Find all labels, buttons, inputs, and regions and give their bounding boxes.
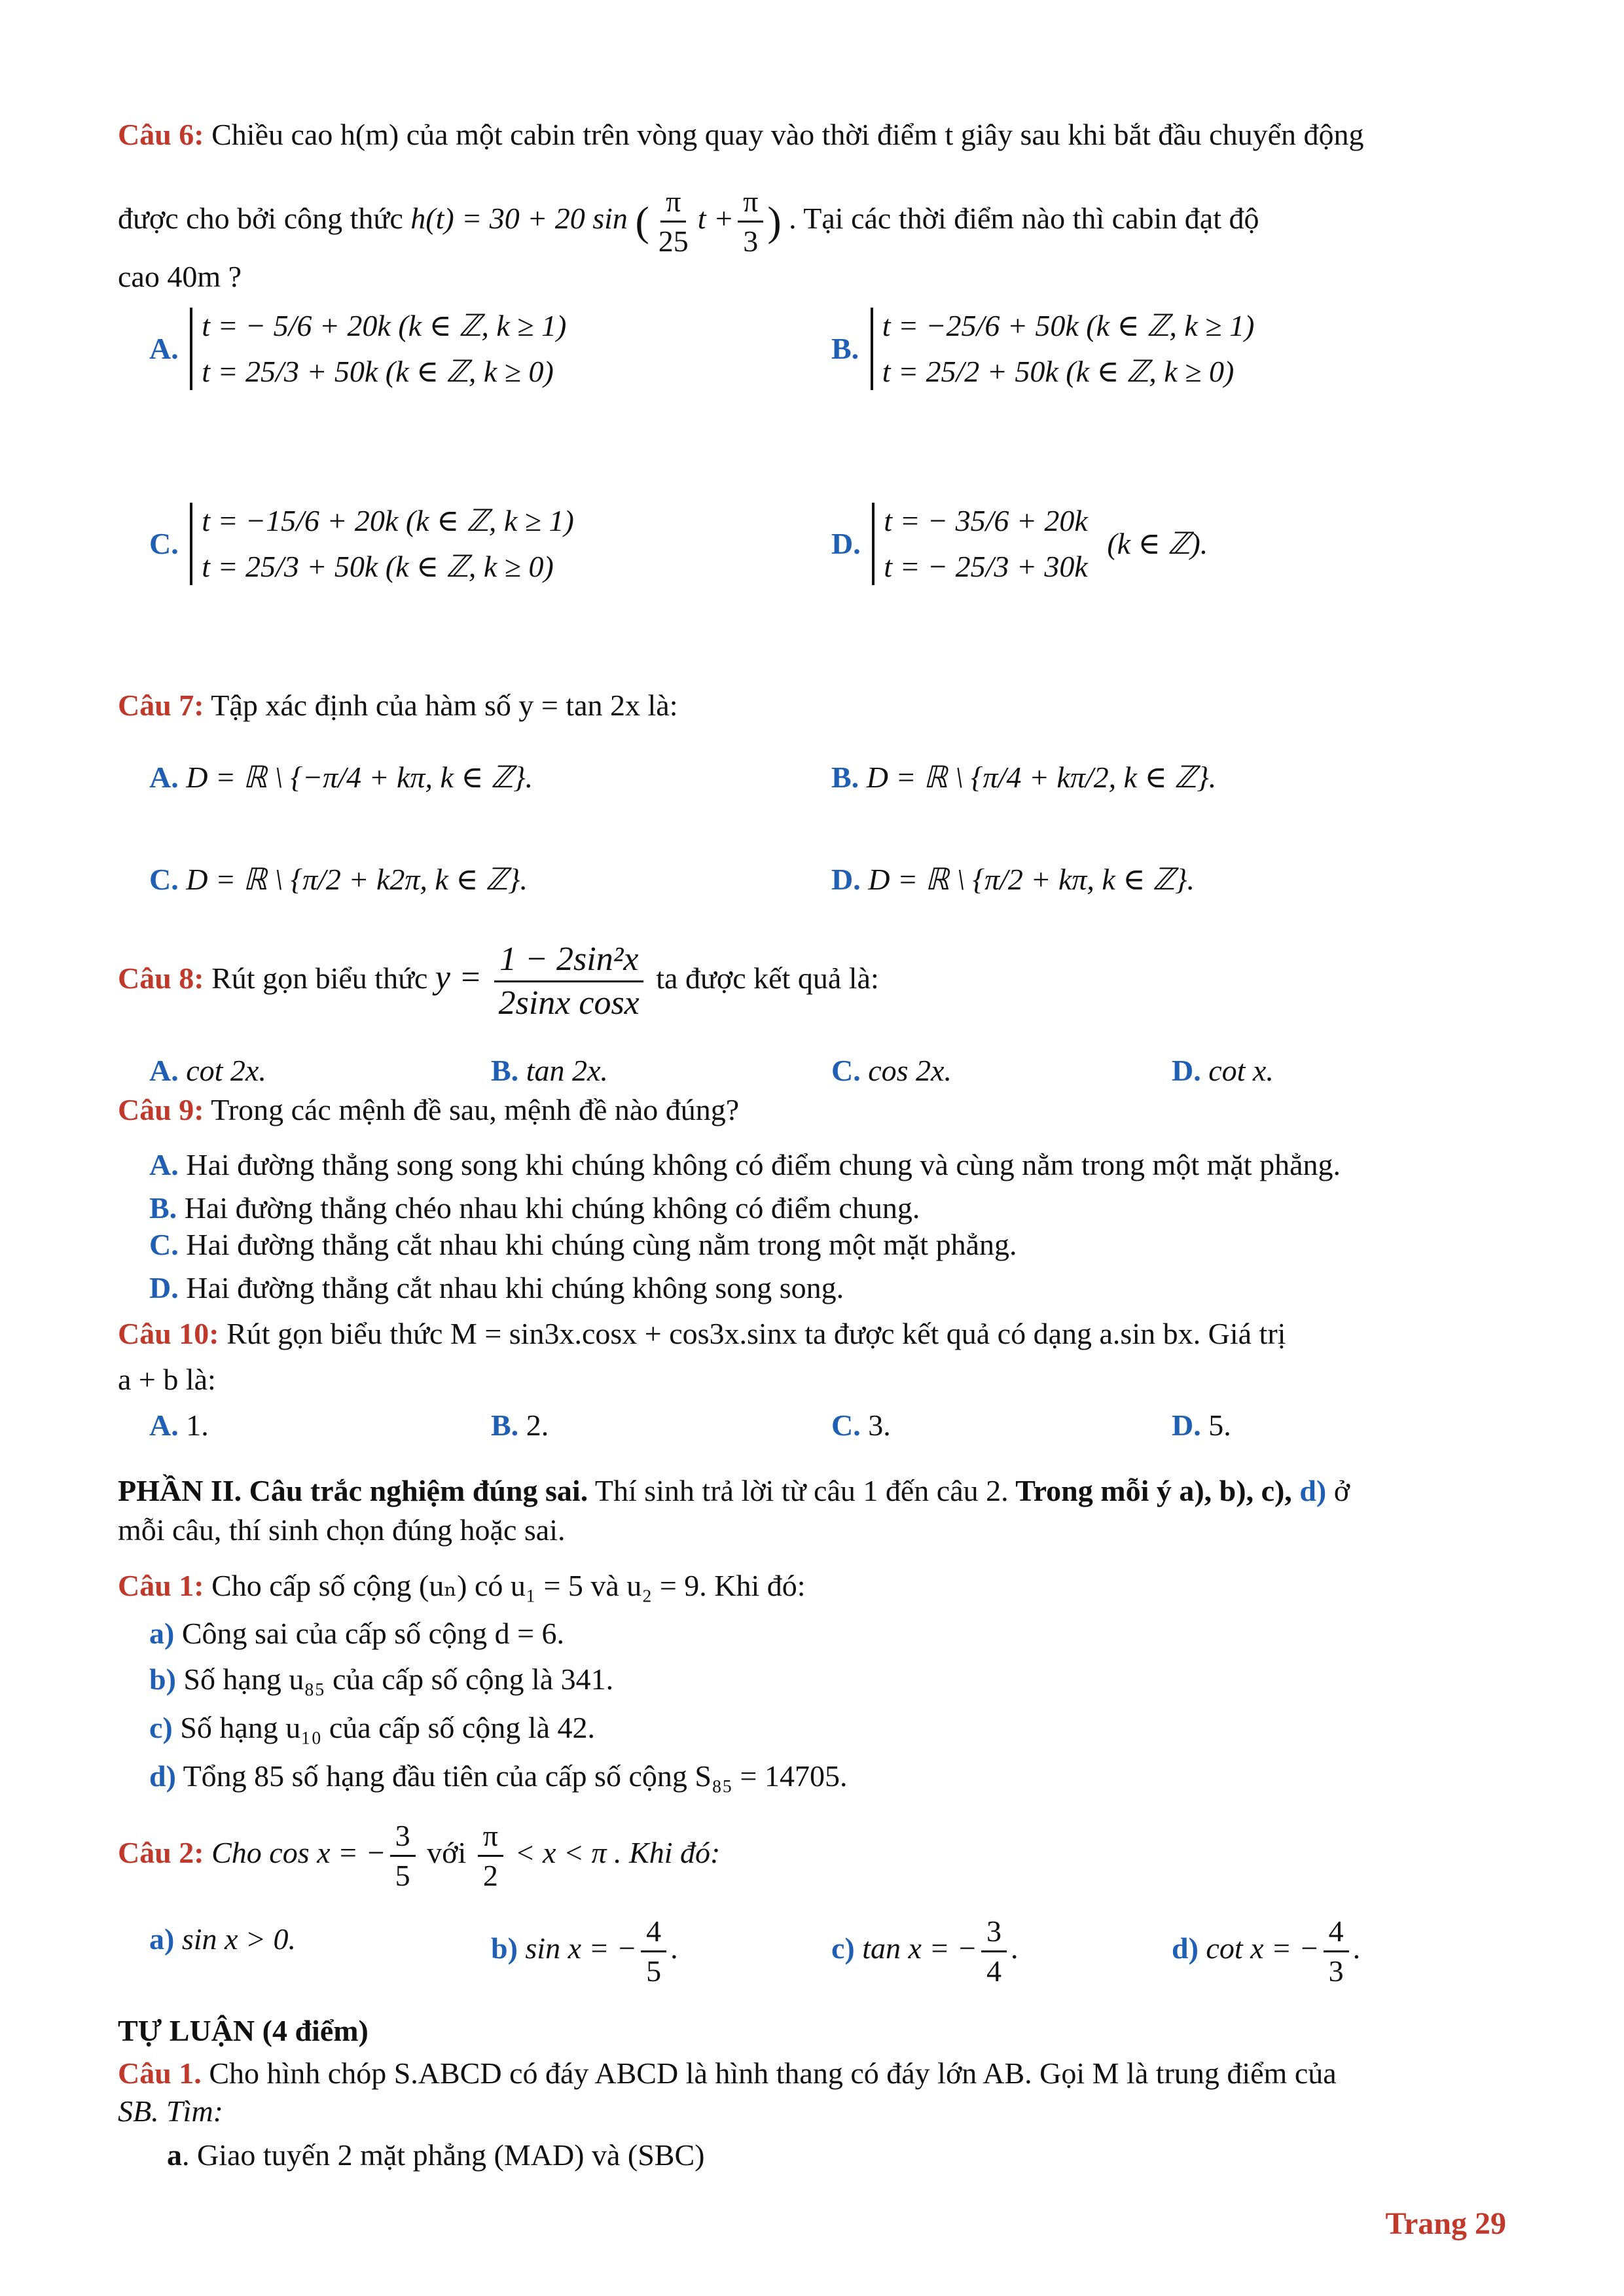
solution-row: t = − 5/6 + 20k (k ∈ ℤ, k ≥ 1) bbox=[202, 309, 567, 342]
essay-q1-label: Câu 1. bbox=[118, 2056, 202, 2090]
option-label: A. bbox=[149, 332, 179, 365]
option-text: Hai đường thẳng chéo nhau khi chúng không có điểm chung. bbox=[184, 1191, 920, 1225]
option-label: B. bbox=[149, 1191, 177, 1225]
q8-line bbox=[118, 942, 879, 1020]
q10-option-c[interactable] bbox=[831, 1407, 891, 1444]
solution-row: t = 25/2 + 50k (k ∈ ℤ, k ≥ 0) bbox=[882, 355, 1235, 388]
frac-den: 5 bbox=[646, 1954, 662, 1988]
p2q1-item-a[interactable] bbox=[149, 1615, 564, 1652]
page-number: Trang 29 bbox=[1385, 2206, 1506, 2241]
item-pre: cot x = − bbox=[1206, 1931, 1320, 1965]
q9-label: Câu 9: bbox=[118, 1093, 204, 1126]
part2-desc: Thí sinh trả lời từ câu 1 đến câu 2. bbox=[588, 1474, 1009, 1507]
frac-num: 3 bbox=[981, 1916, 1007, 1952]
arg-mid: t + bbox=[697, 202, 734, 236]
option-text: cot x. bbox=[1208, 1054, 1274, 1087]
item-text: Số hạng u₈₅ của cấp số cộng là 341. bbox=[183, 1662, 614, 1696]
essay-q1-part-a bbox=[167, 2137, 705, 2174]
frac-den: 25 bbox=[658, 224, 689, 258]
q6-label: Câu 6: bbox=[118, 118, 204, 151]
q10-line1 bbox=[118, 1316, 1286, 1352]
q9-option-a[interactable] bbox=[149, 1147, 1341, 1183]
p2q2-label: Câu 2: bbox=[118, 1836, 204, 1870]
essay-q1-text: Cho hình chóp S.ABCD có đáy ABCD là hình thang có đáy lớn AB. Gọi M là trung điểm của bbox=[209, 2056, 1337, 2090]
item-text: Số hạng u₁₀ của cấp số cộng là 42. bbox=[180, 1711, 596, 1744]
option-label: C. bbox=[149, 863, 179, 896]
q6-line2-pre: được cho bởi công thức bbox=[118, 202, 403, 236]
q9-option-c[interactable] bbox=[149, 1227, 1017, 1263]
option-label: B. bbox=[831, 761, 859, 794]
option-text: 3. bbox=[868, 1408, 891, 1442]
solution-row: t = − 25/3 + 30k bbox=[884, 550, 1088, 583]
q9-line bbox=[118, 1092, 739, 1128]
q6-line3: cao 40m ? bbox=[118, 260, 242, 293]
item-pre: tan x = − bbox=[862, 1931, 978, 1965]
item-label: d) bbox=[149, 1759, 176, 1793]
option-label: A. bbox=[149, 1148, 179, 1181]
option-text: 1. bbox=[186, 1408, 209, 1442]
essay-q1-line2: SB. Tìm: bbox=[118, 2094, 223, 2128]
q6-option-d[interactable] bbox=[831, 503, 1208, 585]
q9-option-d[interactable] bbox=[149, 1270, 844, 1306]
q7-option-b[interactable] bbox=[831, 759, 1216, 796]
q6-line2-post: . Tại các thời điểm nào thì cabin đạt độ bbox=[789, 202, 1259, 236]
essay-q1-line1 bbox=[118, 2055, 1337, 2092]
paren-open: ( bbox=[635, 198, 649, 245]
solution-row: t = −15/6 + 20k (k ∈ ℤ, k ≥ 1) bbox=[202, 504, 574, 537]
frac-num: 1 − 2sin²x bbox=[494, 942, 643, 982]
option-label: C. bbox=[149, 527, 179, 560]
option-label: C. bbox=[149, 1228, 179, 1261]
option-text: Hai đường thẳng song song khi chúng không có điểm chung và cùng nằm trong một mặt phẳng. bbox=[186, 1148, 1341, 1181]
option-text: D = ℝ \ {−π/4 + kπ, k ∈ ℤ}. bbox=[186, 761, 533, 794]
p2q1-item-d[interactable] bbox=[149, 1758, 847, 1795]
p2q1-text: Cho cấp số cộng (uₙ) có u₁ = 5 và u₂ = 9. Khi đó: bbox=[211, 1569, 806, 1602]
q10-text: Rút gọn biểu thức M = sin3x.cosx + cos3x.sinx ta được kết quả có dạng a.sin bx. Giá trị bbox=[226, 1317, 1286, 1350]
q6-text1: Chiều cao h(m) của một cabin trên vòng quay vào thời điểm t giây sau khi bắt đầu chuyển động bbox=[211, 118, 1364, 151]
part2-title: PHẦN II. Câu trắc nghiệm đúng sai. bbox=[118, 1474, 588, 1507]
option-text: cos 2x. bbox=[868, 1054, 952, 1087]
arg-frac-a bbox=[653, 187, 694, 257]
solution-row: t = 25/3 + 50k (k ∈ ℤ, k ≥ 0) bbox=[202, 550, 554, 583]
item-label: b) bbox=[491, 1931, 518, 1965]
q9-text: Trong các mệnh đề sau, mệnh đề nào đúng? bbox=[211, 1093, 740, 1126]
option-label: D. bbox=[149, 1271, 179, 1304]
part2-tail: ở bbox=[1326, 1474, 1350, 1507]
option-text: 5. bbox=[1208, 1408, 1231, 1442]
q6-option-b[interactable] bbox=[831, 308, 1254, 390]
item-label: b) bbox=[149, 1662, 176, 1696]
item-frac bbox=[981, 1916, 1007, 1986]
q8-y: y = bbox=[435, 959, 482, 997]
frac-num: 3 bbox=[390, 1821, 416, 1857]
frac-num: π bbox=[660, 187, 686, 223]
frac-num: π bbox=[738, 187, 763, 223]
option-text: 2. bbox=[526, 1408, 549, 1442]
p2q2-item-a[interactable] bbox=[149, 1916, 296, 1962]
part2-heading bbox=[118, 1473, 1350, 1509]
solution-row: t = −25/6 + 50k (k ∈ ℤ, k ≥ 1) bbox=[882, 309, 1255, 342]
q7-text: Tập xác định của hàm số y = tan 2x là: bbox=[211, 689, 678, 722]
q8-option-b[interactable] bbox=[491, 1052, 608, 1089]
p2q2-item-c[interactable]: c) tan x = − $\frac{3}{4}$ . bbox=[831, 1914, 1019, 1988]
q7-line bbox=[118, 687, 677, 724]
p2q2-line bbox=[118, 1821, 720, 1891]
essay-part-label: a bbox=[167, 2138, 182, 2172]
solution-row: t = − 35/6 + 20k bbox=[884, 504, 1088, 537]
q6-option-a[interactable] bbox=[149, 308, 566, 390]
option-label: B. bbox=[491, 1054, 519, 1087]
part2-bold: Trong mỗi ý a), b), c), bbox=[1008, 1474, 1292, 1507]
p2q2-item-b[interactable]: b) sin x = − $\frac{4}{5}$ . bbox=[491, 1914, 678, 1988]
item-frac bbox=[1324, 1916, 1349, 1986]
p2q1-item-c[interactable] bbox=[149, 1710, 595, 1746]
q6-line2 bbox=[118, 187, 1259, 257]
item-pre: sin x = − bbox=[525, 1931, 638, 1965]
q10-line2: a + b là: bbox=[118, 1363, 216, 1396]
q7-option-a[interactable] bbox=[149, 759, 533, 796]
q8-pre: Rút gọn biểu thức bbox=[211, 961, 428, 996]
p2q2-item-d[interactable]: d) cot x = − $\frac{4}{3}$ . bbox=[1172, 1914, 1361, 1988]
option-label: B. bbox=[831, 332, 859, 365]
frac-den: 5 bbox=[395, 1859, 410, 1892]
frac-num: 4 bbox=[1324, 1916, 1349, 1952]
essay-part-text: . Giao tuyến 2 mặt phẳng (MAD) và (SBC) bbox=[182, 2138, 705, 2172]
frac-num: π bbox=[478, 1821, 503, 1857]
option-label: D. bbox=[831, 527, 861, 560]
p2q2-mid: với bbox=[427, 1836, 467, 1870]
q8-option-c[interactable] bbox=[831, 1052, 952, 1089]
option-label: C. bbox=[831, 1408, 861, 1442]
item-text: Công sai của cấp số cộng d = 6. bbox=[181, 1617, 565, 1650]
option-label: B. bbox=[491, 1408, 519, 1442]
item-label: c) bbox=[831, 1931, 855, 1965]
p2q2-frac2 bbox=[478, 1821, 503, 1891]
item-label: a) bbox=[149, 1922, 175, 1956]
item-label: d) bbox=[1172, 1931, 1199, 1965]
p2q1-item-b[interactable] bbox=[149, 1661, 613, 1698]
option-text: tan 2x. bbox=[526, 1054, 608, 1087]
frac-den: 2 bbox=[482, 1859, 498, 1892]
part2-line2: mỗi câu, thí sinh chọn đúng hoặc sai. bbox=[118, 1513, 566, 1547]
q10-option-b[interactable] bbox=[491, 1407, 549, 1444]
frac-num: 4 bbox=[641, 1916, 666, 1952]
paren-close: ) bbox=[767, 198, 782, 245]
arg-frac-b bbox=[738, 187, 763, 257]
frac-den: 2sinx cosx bbox=[498, 984, 640, 1022]
item-label: c) bbox=[149, 1711, 173, 1744]
solution-row: t = 25/3 + 50k (k ∈ ℤ, k ≥ 0) bbox=[202, 355, 554, 388]
q7-option-d[interactable] bbox=[831, 861, 1195, 898]
q10-label: Câu 10: bbox=[118, 1317, 219, 1350]
q8-fraction bbox=[494, 942, 645, 1020]
item-frac bbox=[641, 1916, 666, 1986]
solution-bracket bbox=[190, 308, 566, 390]
frac-den: 3 bbox=[743, 224, 759, 258]
p2q1-line bbox=[118, 1568, 806, 1604]
q8-option-a[interactable] bbox=[149, 1052, 266, 1089]
item-text: sin x > 0. bbox=[181, 1922, 296, 1956]
option-text: cot 2x. bbox=[186, 1054, 266, 1087]
q7-option-c[interactable] bbox=[149, 861, 528, 898]
solution-bracket bbox=[872, 503, 1088, 585]
frac-den: 4 bbox=[986, 1954, 1002, 1988]
option-label: A. bbox=[149, 761, 179, 794]
q6-option-c[interactable] bbox=[149, 503, 574, 585]
option-text: D = ℝ \ {π/4 + kπ/2, k ∈ ℤ}. bbox=[866, 761, 1217, 794]
option-text: Hai đường thẳng cắt nhau khi chúng cùng nằm trong một mặt phẳng. bbox=[186, 1228, 1017, 1261]
item-label: a) bbox=[149, 1617, 175, 1650]
option-label: C. bbox=[831, 1054, 861, 1087]
p2q1-label: Câu 1: bbox=[118, 1569, 204, 1602]
solution-tail: (k ∈ ℤ). bbox=[1107, 527, 1208, 560]
part2-d: d) bbox=[1291, 1474, 1327, 1507]
option-label: D. bbox=[831, 863, 861, 896]
option-label: A. bbox=[149, 1054, 179, 1087]
option-label: D. bbox=[1172, 1054, 1201, 1087]
q8-label: Câu 8: bbox=[118, 961, 204, 996]
option-text: D = ℝ \ {π/2 + kπ, k ∈ ℤ}. bbox=[868, 863, 1195, 896]
q7-label: Câu 7: bbox=[118, 689, 204, 722]
q6-formula: h(t) = 30 + 20 sin bbox=[410, 202, 628, 236]
option-label: A. bbox=[149, 1408, 179, 1442]
q9-option-b[interactable] bbox=[149, 1190, 920, 1227]
p2q2-pre: Cho cos x = − bbox=[211, 1836, 386, 1870]
q10-option-a[interactable] bbox=[149, 1407, 209, 1444]
p2q2-frac1 bbox=[390, 1821, 416, 1891]
q10-option-d[interactable] bbox=[1172, 1407, 1231, 1444]
option-text: Hai đường thẳng cắt nhau khi chúng không song song. bbox=[186, 1271, 844, 1304]
solution-bracket bbox=[871, 308, 1255, 390]
essay-title: TỰ LUẬN (4 điểm) bbox=[118, 2014, 369, 2047]
option-text: D = ℝ \ {π/2 + k2π, k ∈ ℤ}. bbox=[186, 863, 528, 896]
q6-line1 bbox=[118, 117, 1364, 153]
q8-option-d[interactable] bbox=[1172, 1052, 1274, 1089]
solution-bracket bbox=[190, 503, 574, 585]
frac-den: 3 bbox=[1328, 1954, 1344, 1988]
p2q2-post: < x < π . Khi đó: bbox=[514, 1836, 721, 1870]
item-text: Tổng 85 số hạng đầu tiên của cấp số cộng S₈₅ = 14705. bbox=[183, 1759, 848, 1793]
option-label: D. bbox=[1172, 1408, 1201, 1442]
q8-post: ta được kết quả là: bbox=[656, 961, 879, 996]
